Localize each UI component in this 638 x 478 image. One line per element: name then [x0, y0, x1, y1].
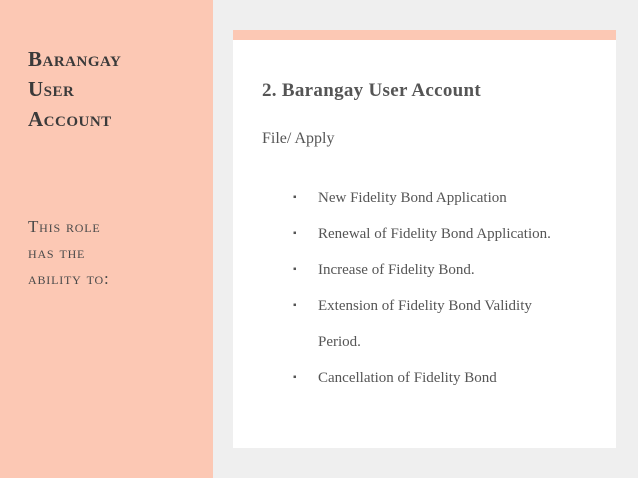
bullet-icon: ▪: [293, 192, 297, 203]
card-heading: 2. Barangay User Account: [262, 80, 482, 101]
sidebar-subtitle: [28, 214, 110, 292]
sidebar-title-line: Account: [28, 107, 112, 131]
ability-list: [233, 180, 616, 396]
list-item-text: New Fidelity Bond Application: [318, 190, 507, 206]
list-item: [233, 288, 616, 360]
sidebar-subtitle-line: ability to:: [28, 269, 110, 288]
bullet-icon: ▪: [293, 264, 297, 275]
sidebar-subtitle-line: This role: [28, 217, 101, 236]
content-card: [233, 30, 616, 448]
sidebar-panel: [0, 0, 213, 478]
bullet-icon: ▪: [293, 372, 297, 383]
list-item-text: Extension of Fidelity Bond Validity: [318, 298, 532, 314]
list-item-text: Increase of Fidelity Bond.: [318, 262, 475, 278]
list-item: [233, 180, 616, 216]
list-item-text: Cancellation of Fidelity Bond: [318, 370, 497, 386]
bullet-icon: ▪: [293, 300, 297, 311]
sidebar-title-line: User: [28, 77, 75, 101]
sidebar-subtitle-line: has the: [28, 243, 86, 262]
sidebar-title: [28, 44, 121, 134]
list-item-text-continued: Period.: [318, 334, 361, 350]
card-accent-bar: [233, 30, 616, 40]
sidebar-title-line: Barangay: [28, 47, 122, 71]
bullet-icon: ▪: [293, 228, 297, 239]
list-item: [233, 360, 616, 396]
card-subheading: File/ Apply: [262, 130, 335, 147]
list-item: [233, 252, 616, 288]
list-item: [233, 216, 616, 252]
list-item-text: Renewal of Fidelity Bond Application.: [318, 226, 551, 242]
